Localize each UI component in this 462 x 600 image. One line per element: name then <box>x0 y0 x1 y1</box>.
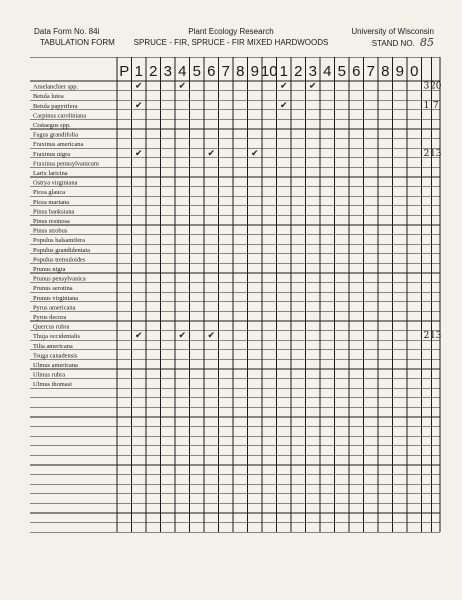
species-name: Crataegus spp. <box>33 122 71 129</box>
check-mark[interactable]: ✔ <box>308 81 317 92</box>
column-header: 7 <box>221 63 230 80</box>
column-header: 3 <box>163 63 172 80</box>
species-name: Prunus pensylvanica <box>33 275 86 283</box>
university-name: University of Wisconsin <box>351 27 434 36</box>
column-header: 6 <box>352 63 361 80</box>
form-type: TABULATION FORM <box>40 38 115 47</box>
column-header: 0 <box>410 63 419 80</box>
check-mark[interactable]: ✔ <box>279 81 288 92</box>
species-name: Prunus virginiana <box>33 294 79 302</box>
species-name: Picea mariana <box>33 198 70 206</box>
column-header: 6 <box>207 63 216 80</box>
column-header: 4 <box>178 63 187 80</box>
species-name: Picea glauca <box>33 189 66 197</box>
stand-number <box>351 37 434 49</box>
species-name: Betula papyrifera <box>33 102 78 110</box>
species-name: Ulmus americana <box>33 362 78 369</box>
check-mark[interactable]: ✔ <box>178 331 187 342</box>
column-header: 9 <box>250 63 259 80</box>
stand-value[interactable]: 85 <box>420 36 434 49</box>
species-name: Fraxinus nigra <box>33 150 71 158</box>
stand-label: STAND NO. <box>371 39 415 48</box>
species-name: Pyrus americana <box>33 304 76 312</box>
check-mark[interactable]: ✔ <box>250 148 259 159</box>
total-count[interactable]: 2 <box>423 148 430 159</box>
check-mark[interactable]: ✔ <box>178 81 187 92</box>
column-header: P <box>119 63 130 80</box>
column-header: 2 <box>294 63 303 80</box>
column-header: 8 <box>381 63 390 80</box>
column-header: 8 <box>236 63 245 80</box>
form-number: Data Form No. 84i <box>34 27 100 36</box>
species-name: Quercus rubra <box>33 323 70 331</box>
column-header: 3 <box>308 63 317 80</box>
column-header: 7 <box>366 63 375 80</box>
column-header: 4 <box>323 63 332 80</box>
species-name: Prunus nigra <box>33 266 66 273</box>
check-mark[interactable]: ✔ <box>207 331 216 342</box>
total-value[interactable]: 7 <box>432 100 439 111</box>
check-mark[interactable]: ✔ <box>207 148 216 159</box>
column-header: 5 <box>337 63 346 80</box>
species-name: Ostrya virginiana <box>33 179 78 187</box>
check-mark[interactable]: ✔ <box>134 148 143 159</box>
total-count[interactable]: 3 <box>423 81 430 92</box>
university-block <box>351 26 434 49</box>
sub-title: SPRUCE - FIR, SPRUCE - FIR MIXED HARDWOODS <box>133 38 329 47</box>
column-header: 9 <box>395 63 404 80</box>
column-header: 1 <box>279 63 288 80</box>
species-name: Prunus serotina <box>33 285 73 293</box>
column-header: 2 <box>149 63 158 80</box>
species-name: Tilia americana <box>33 342 73 350</box>
tabulation-grid <box>30 57 442 580</box>
total-count[interactable]: 1 <box>423 100 430 111</box>
species-name: Pinus strobus <box>33 227 68 235</box>
species-name: Tsuga canadensis <box>33 352 78 360</box>
check-mark[interactable]: ✔ <box>134 100 143 111</box>
species-name: Fagus grandifolia <box>33 131 78 139</box>
check-mark[interactable]: ✔ <box>134 81 143 92</box>
total-value[interactable]: 13 <box>430 331 442 342</box>
total-count[interactable]: 2 <box>423 331 430 342</box>
org-title: Plant Ecology Research <box>188 27 274 36</box>
column-header: 1 <box>134 63 143 80</box>
species-name: Ulmus rubra <box>33 371 66 379</box>
species-name: Populus grandidentata <box>33 246 90 254</box>
species-name: Thuja occidentalis <box>33 333 81 341</box>
species-name: Fraxinus americana <box>33 141 84 149</box>
species-name: Pinus resinosa <box>33 218 70 225</box>
total-value[interactable]: 13 <box>430 148 442 159</box>
species-name: Fraxinus pennsylvanicum <box>33 160 99 168</box>
check-mark[interactable]: ✔ <box>134 331 143 342</box>
species-name: Pinus banksiana <box>33 208 75 216</box>
species-name: Carpinus caroliniana <box>33 112 87 120</box>
species-name: Populus tremuloides <box>33 256 86 264</box>
species-name: Amelanchier spp. <box>33 83 79 91</box>
species-name: Ulmus thomasi <box>33 381 72 389</box>
column-header: 5 <box>192 63 201 80</box>
check-mark[interactable]: ✔ <box>279 100 288 111</box>
column-header: 10 <box>260 63 278 80</box>
species-name: Populus balsamifera <box>33 237 86 245</box>
species-name: Pyrus decora <box>33 314 67 321</box>
species-name: Betula lutea <box>33 93 64 101</box>
species-name: Larix laricina <box>33 170 68 177</box>
total-value[interactable]: 20 <box>430 81 442 92</box>
